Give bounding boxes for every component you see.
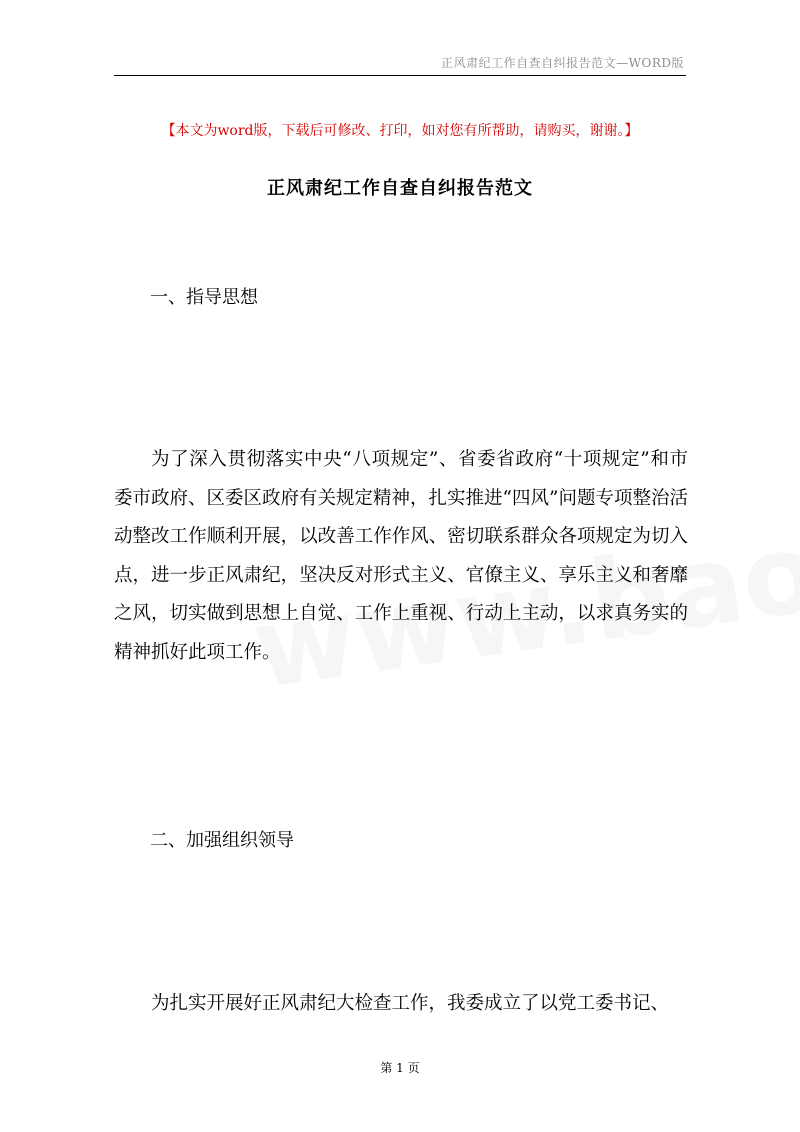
- header-divider: [114, 75, 686, 76]
- section-paragraph-organization: 为扎实开展好正风肃纪大检查工作，我委成立了以党工委书记、: [151, 993, 670, 1014]
- section-heading-organization: 二、加强组织领导: [150, 830, 294, 851]
- section-paragraph-guiding-thought: 为了深入贯彻落实中央“八项规定”、省委省政府“十项规定”和市委市政府、区委区政府有关规定精神，扎实推进“四风”问题专项整治活动整改工作顺利开展，以改善工作作风、密切联系群众各项规定为切入点，进一步正风肃纪，坚决反对形式主义、官僚主义、享乐主义和奢靡之风，切实做到思想上自觉、工作上重视、行动上主动，以求真务实的精神抓好此项工作。: [114, 449, 688, 663]
- document-title: 正风肃纪工作自查自纠报告范文: [267, 178, 533, 199]
- running-header: 正风肃纪工作自查自纠报告范文—WORD版: [441, 56, 684, 70]
- purchase-notice: 【本文为word版，下载后可修改、打印，如对您有所帮助，请购买，谢谢。】: [161, 123, 639, 139]
- page-number: 第 1 页: [380, 1061, 420, 1075]
- section-heading-guiding-thought: 一、指导思想: [150, 287, 258, 308]
